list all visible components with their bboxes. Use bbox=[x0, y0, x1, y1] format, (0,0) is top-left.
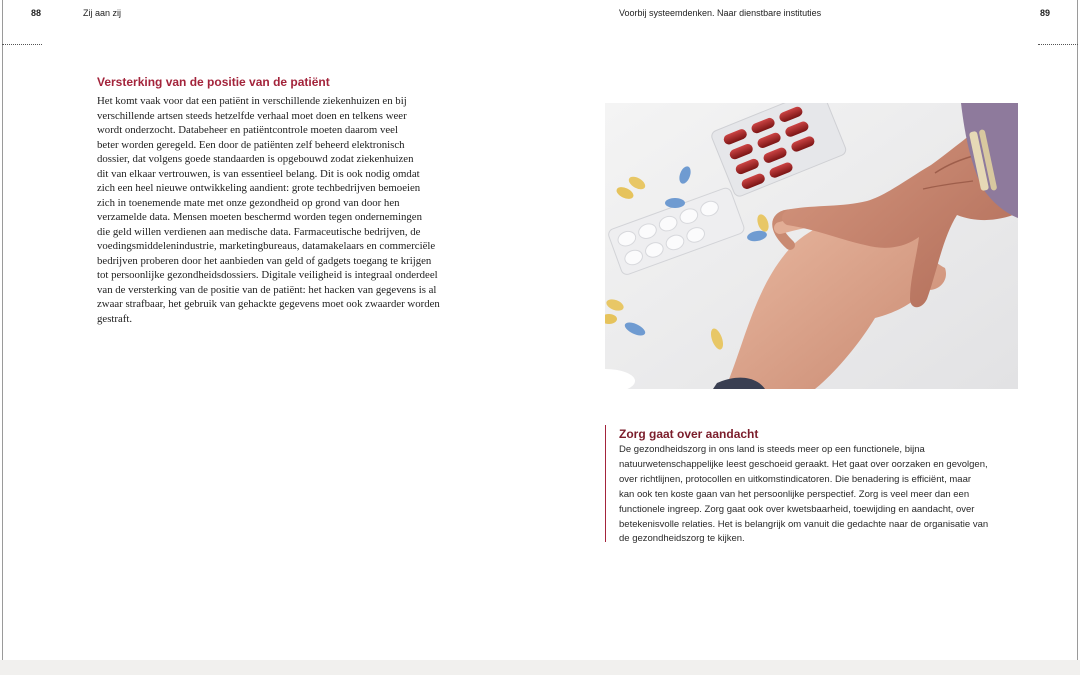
text-line: verschillende artsen steeds hetzelfde verhaal moet doen en telkens weer bbox=[97, 109, 407, 122]
text-line: voedingsmiddelenindustrie, marketingbureaus, datamakelaars en commerciële bbox=[97, 240, 436, 252]
viewer-bottom-bar bbox=[0, 660, 1080, 675]
text-line: de gezondheidszorg te kijken. bbox=[619, 533, 745, 545]
text-line: De gezondheidszorg in ons land is steeds meer op een functionele, bijna bbox=[619, 444, 925, 455]
text-line: gestraft. bbox=[97, 312, 133, 325]
dotted-rule-left bbox=[2, 44, 42, 45]
text-line: Het komt vaak voor dat een patiënt in verschillende ziekenhuizen en bij bbox=[97, 95, 407, 107]
text-line: tot persoonlijke gezondheidsdossiers. Digitale veiligheid is integraal onderdeel bbox=[97, 269, 438, 281]
text-line: functionele ingreep. Zorg gaat ook over kwetsbaarheid, toewijding en aandacht, over bbox=[619, 503, 975, 515]
text-line: van de versterking van de positie van de patiënt: het hacken van gegevens is al bbox=[97, 283, 437, 296]
text-line: over richtlijnen, protocollen en uitkomstindicatoren. Die benadering is efficiënt, maar bbox=[619, 473, 972, 485]
right-running-title: Voorbij systeemdenken. Naar dienstbare instituties bbox=[619, 8, 822, 18]
text-line: betekenisvolle relaties. Het is belangrijk om vanuit die gedachte naar de organisatie van bbox=[619, 518, 989, 530]
page-edge-left bbox=[2, 0, 3, 660]
right-page-number: 89 bbox=[1040, 8, 1051, 18]
right-section-heading: Zorg gaat over aandacht bbox=[619, 427, 759, 441]
text-line: verzamelde data. Mensen moeten beschermd worden tegen ondernemingen bbox=[97, 211, 422, 223]
text-line: kan ook ten koste gaan van het persoonlijke perspectief. Zorg is veel meer dan een bbox=[619, 488, 970, 500]
text-line: dossier, dat volgens goede standaarden is opgebouwd zodat ziekenhuizen bbox=[97, 153, 414, 165]
text-line: zich in toenemende mate met onze gezondheid op grond van door hen bbox=[97, 196, 400, 209]
text-line: wordt onderzocht. Databeheer en patiëntcontrole moeten daarom veel bbox=[97, 124, 398, 136]
left-section-heading: Versterking van de positie van de patiënt bbox=[97, 75, 330, 89]
text-line: zich een heel nieuwe ontwikkeling aandient: grote techbedrijven bemoeien bbox=[97, 182, 421, 194]
right-body-text bbox=[619, 443, 1029, 547]
dotted-rule-right bbox=[1038, 44, 1078, 45]
text-line: natuurwetenschappelijke leest geschoeid geraakt. Het gaat over oorzaken en gevolgen, bbox=[619, 458, 988, 470]
text-line: zwaar strafbaar, het gebruik van gehackte gegevens moet ook zwaarder worden bbox=[97, 298, 440, 310]
left-body-text bbox=[97, 94, 467, 326]
page-edge-right bbox=[1077, 0, 1078, 660]
right-section bbox=[605, 425, 1026, 545]
text-line: dit van elkaar vertrouwen, is van essentieel belang. Dit is ook nodig omdat bbox=[97, 167, 420, 180]
text-line: bedrijven proberen door het aanbieden van geld of gadgets toegang te krijgen bbox=[97, 254, 432, 267]
text-line: beter worden geregeld. Een door de patiënten zelf beheerd elektronisch bbox=[97, 138, 405, 151]
left-running-title: Zij aan zij bbox=[83, 8, 122, 18]
photo-hands-and-pills bbox=[605, 103, 1018, 389]
left-page-number: 88 bbox=[31, 8, 42, 18]
text-line: die geld willen verdienen aan medische data. Farmaceutische bedrijven, de bbox=[97, 225, 421, 238]
